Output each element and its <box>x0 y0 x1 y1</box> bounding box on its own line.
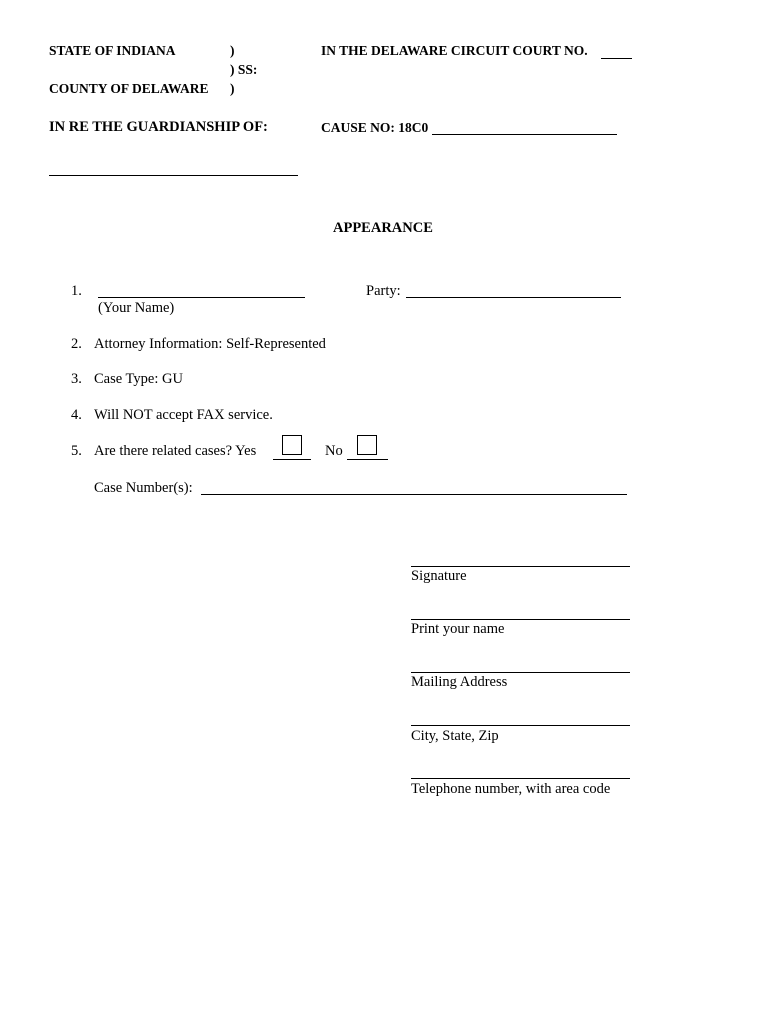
paren-3: ) <box>230 81 235 96</box>
no-checkbox[interactable] <box>357 435 377 455</box>
case-numbers-field[interactable] <box>201 494 627 495</box>
city-state-zip-caption: City, State, Zip <box>411 728 499 744</box>
no-underline <box>347 459 388 460</box>
attorney-info: Attorney Information: Self-Represented <box>94 336 326 352</box>
county-label: COUNTY OF DELAWARE <box>49 81 209 96</box>
ss-label: ) SS: <box>230 62 258 77</box>
page-title: APPEARANCE <box>333 220 433 236</box>
item-number-3: 3. <box>71 371 82 387</box>
item-number-1: 1. <box>71 283 82 299</box>
party-label: Party: <box>366 283 401 299</box>
mailing-address-caption: Mailing Address <box>411 674 508 690</box>
paren-1: ) <box>230 43 235 58</box>
court-label: IN THE DELAWARE CIRCUIT COURT NO. <box>321 43 588 58</box>
telephone-field[interactable] <box>411 778 630 779</box>
your-name-caption: (Your Name) <box>98 300 175 316</box>
mailing-address-field[interactable] <box>411 672 630 673</box>
city-state-zip-field[interactable] <box>411 725 630 726</box>
yes-underline <box>273 459 311 460</box>
item-number-5: 5. <box>71 443 82 459</box>
party-field[interactable] <box>406 297 621 298</box>
related-cases-question: Are there related cases? Yes <box>94 443 257 459</box>
fax-statement: Will NOT accept FAX service. <box>94 407 273 423</box>
cause-label: CAUSE NO: 18C0 <box>321 120 429 135</box>
case-numbers-label: Case Number(s): <box>94 480 193 496</box>
print-name-field[interactable] <box>411 619 630 620</box>
ward-name-field[interactable] <box>49 175 298 176</box>
print-name-caption: Print your name <box>411 621 505 637</box>
your-name-field[interactable] <box>98 297 305 298</box>
state-label: STATE OF INDIANA <box>49 43 176 58</box>
signature-field[interactable] <box>411 566 630 567</box>
yes-checkbox[interactable] <box>282 435 302 455</box>
item-number-4: 4. <box>71 407 82 423</box>
signature-caption: Signature <box>411 568 467 584</box>
case-type: Case Type: GU <box>94 371 183 387</box>
court-number-field[interactable] <box>601 58 632 59</box>
no-label: No <box>325 443 343 459</box>
cause-number-field[interactable] <box>432 134 617 135</box>
telephone-caption: Telephone number, with area code <box>411 781 611 797</box>
guardianship-label: IN RE THE GUARDIANSHIP OF: <box>49 119 268 135</box>
item-number-2: 2. <box>71 336 82 352</box>
